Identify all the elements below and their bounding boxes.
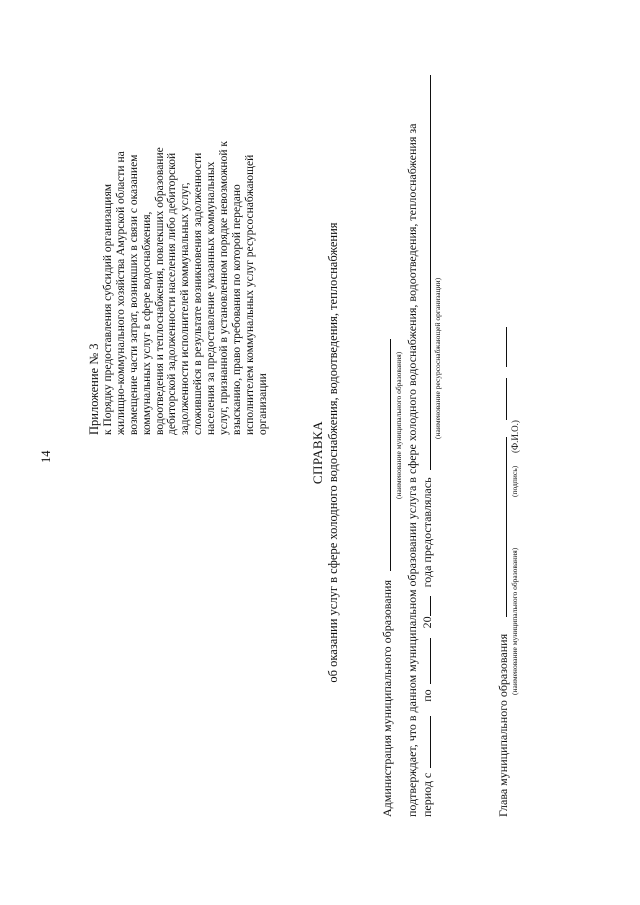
municipality-blank[interactable]: [380, 339, 391, 571]
appendix-line: сложившейся в результате возникновения задолженности: [192, 152, 205, 435]
head-name-caption: (Ф.И.О.): [510, 420, 520, 453]
period-year-blank[interactable]: [420, 596, 431, 616]
appendix-line: коммунальных услуг в сфере водоснабжения,: [140, 211, 153, 435]
appendix-line: к Порядку предоставления субсидий организациям: [101, 183, 114, 435]
appendix-line: организации: [256, 373, 269, 435]
document-title: СПРАВКА: [310, 420, 325, 485]
appendix-line: дебиторской задолженности населения либо дебиторской: [166, 152, 179, 435]
period-to-label: по: [420, 689, 434, 702]
period-from-label: период с: [420, 772, 434, 817]
page-number: 14: [39, 450, 53, 463]
organization-blank[interactable]: [420, 75, 431, 470]
appendix-line: услуг, признанной в установленном порядке невозможной к: [218, 141, 231, 435]
appendix-line: задолженности исполнителей коммунальных услуг,: [179, 182, 192, 435]
appendix-line: исполнителем коммунальных услуг ресурсоснабжающей: [243, 154, 256, 435]
period-rest-label: года предоставлялась: [420, 477, 434, 588]
head-municipality-blank[interactable]: [496, 437, 507, 617]
appendix-title: Приложение № 3: [87, 343, 101, 435]
appendix-line: жилищно-коммунального хозяйства Амурской области на: [114, 151, 127, 435]
period-to-blank[interactable]: [420, 638, 431, 684]
head-signature-caption: (подпись): [510, 465, 519, 497]
head-signature-blank[interactable]: [496, 378, 507, 420]
head-row: [496, 327, 510, 817]
appendix-line: населения за предоставление указанных коммунальных: [205, 161, 218, 435]
organization-caption: (наименование ресурсоснабжающей организации): [433, 277, 442, 439]
administration-label: Администрация муниципального образования: [380, 580, 394, 817]
head-label: Глава муниципального образования: [496, 633, 510, 817]
head-name-blank[interactable]: [496, 327, 507, 367]
administration-row: [380, 339, 394, 817]
period-year-prefix: 20: [420, 616, 434, 629]
appendix-line: взысканию, право требования по которой передано: [230, 184, 243, 435]
head-municipality-caption: (наименование муниципального образования): [510, 547, 519, 695]
period-row: [420, 75, 434, 817]
municipality-caption: (наименование муниципального образования): [394, 351, 403, 499]
appendix-line: водоотведения и теплоснабжения, повлекших образование: [153, 147, 166, 435]
confirm-row: подтверждает, что в данном муниципальном образовании услуга в сфере холодного водоснабжения, водоотведения, теплоснабжения за: [405, 123, 419, 817]
period-from-blank[interactable]: [420, 716, 431, 768]
appendix-header: [88, 15, 270, 435]
document-subtitle: об оказании услуг в сфере холодного водоснабжения, водоотведения, теплоснабжения: [326, 222, 340, 683]
appendix-line: возмещение части затрат, возникших в связи с оказанием: [127, 154, 140, 435]
